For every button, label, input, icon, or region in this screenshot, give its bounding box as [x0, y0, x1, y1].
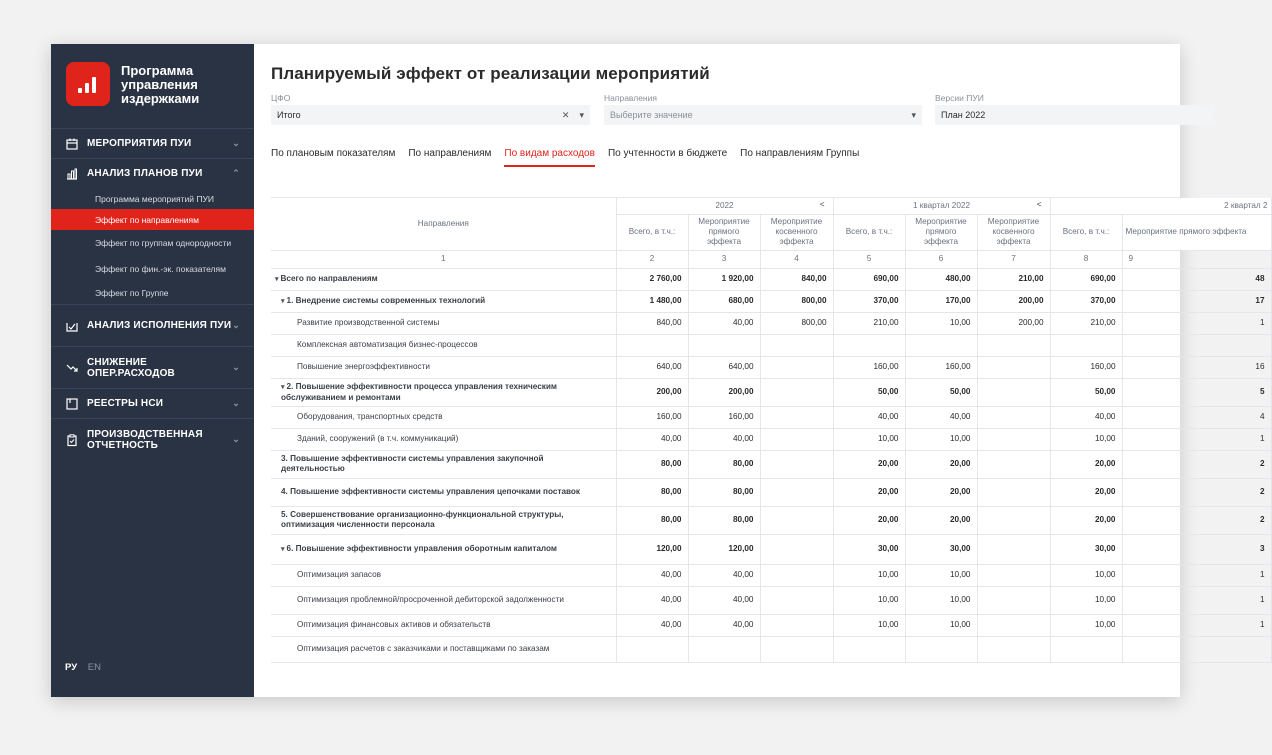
row-name: 2. Повышение эффективности процесса управления техническим обслуживанием и ремонтами: [281, 381, 557, 402]
value-cell: 840,00: [760, 268, 833, 290]
value-cell: 10,00: [833, 586, 905, 614]
table-row[interactable]: [271, 312, 1271, 334]
value-cell: 210,00: [833, 312, 905, 334]
value-cell: 48: [1122, 268, 1271, 290]
value-cell: 80,00: [688, 450, 760, 478]
sidebar-group-label: АНАЛИЗ ИСПОЛНЕНИЯ ПУИ: [87, 320, 232, 331]
index-cell: 2: [616, 250, 688, 268]
value-cell: [1050, 636, 1122, 662]
value-cell: 160,00: [688, 406, 760, 428]
value-cell: [1122, 636, 1271, 662]
chevron-down-icon: ⌄: [232, 398, 240, 408]
chevron-down-icon: ⌄: [232, 320, 240, 330]
row-name: 4. Повышение эффективности системы управления цепочками поставок: [281, 487, 581, 496]
subheader: Мероприятие косвенного эффекта: [977, 214, 1050, 250]
row-name-cell: [271, 356, 616, 378]
subheader: Мероприятие прямого эффекта: [688, 214, 760, 250]
value-cell: [977, 506, 1050, 534]
tab-bar: [271, 145, 1180, 173]
value-cell: [760, 428, 833, 450]
sidebar-group-label: ПРОИЗВОДСТВЕННАЯ ОТЧЕТНОСТЬ: [87, 428, 203, 451]
value-cell: 80,00: [688, 506, 760, 534]
value-cell: 200,00: [688, 378, 760, 406]
sidebar-item-effect-fin[interactable]: [51, 256, 254, 282]
row-name-cell: [271, 586, 616, 614]
sidebar-group-plan-analysis[interactable]: [51, 158, 254, 188]
period-label: 1 квартал 2022: [912, 200, 971, 210]
value-cell: [1050, 334, 1122, 356]
value-cell: [977, 586, 1050, 614]
value-cell: 10,00: [833, 428, 905, 450]
value-cell: 2: [1122, 478, 1271, 506]
bar-chart-icon: [65, 167, 79, 181]
value-cell: 640,00: [688, 356, 760, 378]
value-cell: 50,00: [1050, 378, 1122, 406]
chevron-left-icon[interactable]: <: [819, 200, 825, 209]
value-cell: 20,00: [1050, 506, 1122, 534]
chevron-down-icon[interactable]: ▾: [911, 109, 916, 120]
table-row[interactable]: [271, 614, 1271, 636]
expand-caret-icon[interactable]: ▾: [281, 383, 285, 391]
value-cell: 3: [1122, 534, 1271, 564]
value-cell: [977, 534, 1050, 564]
value-cell: 80,00: [616, 450, 688, 478]
table-row[interactable]: [271, 378, 1271, 406]
value-cell: 10,00: [905, 428, 977, 450]
index-cell: 3: [688, 250, 760, 268]
value-cell: 10,00: [1050, 614, 1122, 636]
value-cell: 200,00: [977, 290, 1050, 312]
index-cell: 9: [1122, 250, 1271, 268]
value-cell: 690,00: [833, 268, 905, 290]
sidebar: [51, 44, 254, 697]
value-cell: [977, 428, 1050, 450]
row-name: Повышение энергоэффективности: [297, 362, 430, 371]
value-cell: 20,00: [905, 506, 977, 534]
value-cell: 40,00: [688, 428, 760, 450]
calendar-icon: [65, 137, 79, 151]
row-name-cell: [271, 268, 616, 290]
row-name: 6. Повышение эффективности управления оборотным капиталом: [286, 543, 557, 553]
expand-caret-icon[interactable]: ▾: [281, 545, 285, 553]
value-cell: 1: [1122, 586, 1271, 614]
cfo-select[interactable]: [271, 105, 590, 125]
tab-directions[interactable]: По направлениям: [408, 148, 492, 159]
value-cell: 160,00: [1050, 356, 1122, 378]
table-row[interactable]: [271, 268, 1271, 290]
index-cell: 6: [905, 250, 977, 268]
brand-line-3: издержками: [121, 91, 200, 106]
period-header-2022[interactable]: [616, 198, 833, 214]
sidebar-item-label: Эффект по фин.-эк. показателям: [95, 264, 226, 274]
value-cell: [760, 564, 833, 586]
value-cell: 690,00: [1050, 268, 1122, 290]
value-cell: 1: [1122, 428, 1271, 450]
row-name-cell: [271, 334, 616, 356]
sidebar-item-label: Эффект по группам однородности: [95, 238, 232, 248]
data-table-wrap[interactable]: [271, 197, 1268, 697]
sidebar-group-label: РЕЕСТРЫ НСИ: [87, 398, 164, 409]
sidebar-item-label: Программа мероприятий ПУИ: [95, 193, 214, 204]
row-name: 5. Совершенствование организационно-функциональной структуры, оптимизация численности персонала: [281, 510, 564, 529]
row-name: Зданий, сооружений (в т.ч. коммуникаций): [297, 434, 459, 443]
period-header-q2[interactable]: [1050, 198, 1271, 214]
value-cell: 5: [1122, 378, 1271, 406]
trend-down-icon: [65, 361, 79, 375]
table-row[interactable]: [271, 428, 1271, 450]
sidebar-group-registries[interactable]: [51, 388, 254, 418]
value-cell: [833, 334, 905, 356]
filters-bar: [271, 93, 1180, 133]
value-cell: 40,00: [905, 406, 977, 428]
value-cell: [616, 334, 688, 356]
language-switcher: [65, 662, 109, 673]
sidebar-item-effect-groups[interactable]: [51, 230, 254, 256]
expand-caret-icon[interactable]: ▾: [275, 275, 279, 283]
value-cell: 2 760,00: [616, 268, 688, 290]
value-cell: 30,00: [905, 534, 977, 564]
tab-plan-indicators[interactable]: По плановым показателям: [271, 148, 396, 159]
chevron-down-icon: ⌄: [232, 138, 240, 148]
table-row[interactable]: [271, 406, 1271, 428]
directions-select[interactable]: [604, 105, 922, 125]
chevron-down-icon: ⌄: [232, 362, 240, 372]
clipboard-icon: [65, 433, 79, 447]
chevron-down-icon: ⌄: [232, 434, 240, 444]
value-cell: 1: [1122, 614, 1271, 636]
value-cell: 20,00: [833, 450, 905, 478]
table-row[interactable]: [271, 290, 1271, 312]
value-cell: [977, 356, 1050, 378]
filter-version-label: Версии ПУИ: [935, 93, 984, 103]
subheader: Всего, в т.ч.:: [833, 214, 905, 250]
filter-directions: [604, 93, 922, 125]
col-directions-header: Направления: [271, 198, 616, 250]
value-cell: [905, 334, 977, 356]
value-cell: 210,00: [1050, 312, 1122, 334]
subheader: Всего, в т.ч.:: [616, 214, 688, 250]
sidebar-group-opex-reduction[interactable]: [51, 346, 254, 388]
value-cell: [760, 378, 833, 406]
value-cell: 20,00: [1050, 478, 1122, 506]
row-name-cell: [271, 378, 616, 406]
value-cell: 30,00: [1050, 534, 1122, 564]
value-cell: 40,00: [616, 586, 688, 614]
value-cell: 170,00: [905, 290, 977, 312]
value-cell: 40,00: [833, 406, 905, 428]
lang-en[interactable]: EN: [87, 662, 101, 673]
value-cell: 40,00: [616, 614, 688, 636]
version-value: План 2022: [941, 110, 986, 120]
value-cell: 10,00: [1050, 586, 1122, 614]
value-cell: 80,00: [616, 478, 688, 506]
period-label: 2022: [715, 200, 734, 210]
lang-ru[interactable]: РУ: [65, 662, 78, 673]
value-cell: [760, 406, 833, 428]
value-cell: [760, 356, 833, 378]
row-name-cell: [271, 450, 616, 478]
value-cell: 640,00: [616, 356, 688, 378]
value-cell: 40,00: [616, 428, 688, 450]
value-cell: 20,00: [833, 478, 905, 506]
value-cell: 50,00: [833, 378, 905, 406]
sidebar-group-reporting[interactable]: [51, 418, 254, 460]
cfo-value: Итого: [277, 110, 301, 120]
value-cell: 1 920,00: [688, 268, 760, 290]
value-cell: 120,00: [616, 534, 688, 564]
filter-cfo-label: ЦФО: [271, 93, 291, 103]
value-cell: 40,00: [688, 614, 760, 636]
row-name: 1. Внедрение системы современных технологий: [286, 295, 486, 305]
registry-icon: [65, 397, 79, 411]
value-cell: 1: [1122, 312, 1271, 334]
value-cell: 10,00: [905, 614, 977, 636]
table-row[interactable]: [271, 586, 1271, 614]
value-cell: 800,00: [760, 312, 833, 334]
value-cell: 10,00: [905, 586, 977, 614]
value-cell: [977, 406, 1050, 428]
row-name-cell: [271, 428, 616, 450]
expand-caret-icon[interactable]: ▾: [281, 297, 285, 305]
value-cell: [760, 614, 833, 636]
subheader: Всего, в т.ч.:: [1050, 214, 1122, 250]
value-cell: 10,00: [1050, 428, 1122, 450]
value-cell: [688, 636, 760, 662]
version-select[interactable]: [935, 105, 1215, 125]
row-name: Комплексная автоматизация бизнес-процессов: [297, 340, 478, 349]
table-row[interactable]: [271, 564, 1271, 586]
value-cell: 1: [1122, 564, 1271, 586]
value-cell: 20,00: [905, 478, 977, 506]
row-name: Оптимизация финансовых активов и обязательств: [297, 620, 491, 629]
value-cell: 10,00: [833, 614, 905, 636]
row-name-cell: [271, 636, 616, 662]
row-name-cell: [271, 406, 616, 428]
value-cell: 10,00: [1050, 564, 1122, 586]
row-name-cell: [271, 290, 616, 312]
row-name-cell: [271, 564, 616, 586]
value-cell: 210,00: [977, 268, 1050, 290]
chevron-left-icon[interactable]: <: [1036, 200, 1042, 209]
filter-version: [935, 93, 1215, 125]
period-label: 2 квартал 2: [1224, 200, 1268, 210]
value-cell: [977, 378, 1050, 406]
value-cell: 10,00: [833, 564, 905, 586]
row-name: Всего по направлениям: [280, 273, 378, 283]
value-cell: 50,00: [905, 378, 977, 406]
value-cell: [760, 334, 833, 356]
table-row[interactable]: [271, 356, 1271, 378]
value-cell: [760, 506, 833, 534]
table-row[interactable]: [271, 450, 1271, 478]
value-cell: 4: [1122, 406, 1271, 428]
value-cell: 840,00: [616, 312, 688, 334]
directions-placeholder: Выберите значение: [610, 110, 693, 120]
tab-budget[interactable]: По учтенности в бюджете: [607, 148, 728, 159]
value-cell: [760, 534, 833, 564]
sidebar-group-measures[interactable]: [51, 128, 254, 158]
value-cell: [688, 334, 760, 356]
value-cell: [977, 636, 1050, 662]
value-cell: 20,00: [905, 450, 977, 478]
row-name-cell: [271, 534, 616, 564]
row-name-cell: [271, 478, 616, 506]
chevron-down-icon[interactable]: ▾: [579, 109, 584, 120]
value-cell: 30,00: [833, 534, 905, 564]
sidebar-item-program[interactable]: [51, 188, 254, 209]
index-cell: 1: [271, 250, 616, 268]
value-cell: [977, 614, 1050, 636]
sidebar-group-label: СНИЖЕНИЕ ОПЕР.РАСХОДОВ: [87, 356, 175, 379]
sidebar-item-label: Эффект по Группе: [95, 288, 169, 298]
sidebar-group-label: МЕРОПРИЯТИЯ ПУИ: [87, 138, 192, 149]
row-name: Оптимизация расчетов с заказчиками и поставщиками по заказам: [297, 644, 550, 653]
value-cell: [760, 450, 833, 478]
page-title: Планируемый эффект от реализации мероприятий: [271, 64, 710, 83]
value-cell: 1 480,00: [616, 290, 688, 312]
table-row[interactable]: [271, 534, 1271, 564]
row-name: 3. Повышение эффективности системы управления закупочной деятельностью: [281, 454, 544, 473]
brand-line-2: управления: [121, 77, 198, 92]
value-cell: 20,00: [1050, 450, 1122, 478]
value-cell: 10,00: [905, 564, 977, 586]
value-cell: 40,00: [688, 564, 760, 586]
value-cell: 160,00: [833, 356, 905, 378]
value-cell: [977, 450, 1050, 478]
row-name: Оптимизация проблемной/просроченной дебиторской задолженности: [297, 595, 564, 604]
value-cell: 2: [1122, 506, 1271, 534]
value-cell: 40,00: [688, 312, 760, 334]
value-cell: 480,00: [905, 268, 977, 290]
data-table: [271, 198, 1272, 663]
clear-icon[interactable]: ✕: [561, 109, 570, 120]
brand[interactable]: [51, 44, 254, 128]
value-cell: 40,00: [1050, 406, 1122, 428]
value-cell: [760, 636, 833, 662]
value-cell: 16: [1122, 356, 1271, 378]
chevron-up-icon: ⌃: [232, 168, 240, 178]
table-row[interactable]: [271, 334, 1271, 356]
index-cell: 4: [760, 250, 833, 268]
value-cell: [905, 636, 977, 662]
value-cell: 680,00: [688, 290, 760, 312]
value-cell: 40,00: [616, 564, 688, 586]
app-window: [51, 44, 1268, 697]
brand-title: [121, 64, 199, 106]
main-content: [254, 44, 1268, 697]
value-cell: 800,00: [760, 290, 833, 312]
index-cell: 7: [977, 250, 1050, 268]
subheader: Мероприятие прямого эффекта: [905, 214, 977, 250]
brand-line-1: Программа: [121, 63, 194, 78]
subheader: Мероприятие косвенного эффекта: [760, 214, 833, 250]
value-cell: 80,00: [616, 506, 688, 534]
value-cell: 200,00: [977, 312, 1050, 334]
value-cell: 370,00: [833, 290, 905, 312]
filter-directions-label: Направления: [604, 93, 657, 103]
index-cell: 8: [1050, 250, 1122, 268]
value-cell: [977, 334, 1050, 356]
table-row[interactable]: [271, 506, 1271, 534]
row-name: Развитие производственной системы: [297, 318, 440, 327]
subheader: Мероприятие прямого эффекта: [1122, 214, 1271, 250]
sidebar-group-execution-analysis[interactable]: [51, 304, 254, 346]
row-name-cell: [271, 614, 616, 636]
value-cell: 20,00: [833, 506, 905, 534]
index-row: [271, 250, 1271, 268]
value-cell: 80,00: [688, 478, 760, 506]
filter-cfo: [271, 93, 590, 125]
table-row[interactable]: [271, 636, 1271, 662]
value-cell: 160,00: [616, 406, 688, 428]
tab-expense-types[interactable]: По видам расходов: [504, 145, 595, 167]
value-cell: 17: [1122, 290, 1271, 312]
row-name-cell: [271, 312, 616, 334]
row-name: Оптимизация запасов: [297, 570, 381, 579]
value-cell: 370,00: [1050, 290, 1122, 312]
value-cell: [977, 564, 1050, 586]
value-cell: [616, 636, 688, 662]
sidebar-group-label: АНАЛИЗ ПЛАНОВ ПУИ: [87, 168, 203, 179]
value-cell: [760, 586, 833, 614]
value-cell: [833, 636, 905, 662]
row-name: Оборудования, транспортных средств: [297, 412, 443, 421]
value-cell: 120,00: [688, 534, 760, 564]
value-cell: 10,00: [905, 312, 977, 334]
sidebar-item-effect-group[interactable]: [51, 282, 254, 304]
value-cell: 2: [1122, 450, 1271, 478]
value-cell: [1122, 334, 1271, 356]
index-cell: 5: [833, 250, 905, 268]
value-cell: [760, 478, 833, 506]
row-name-cell: [271, 506, 616, 534]
value-cell: [977, 478, 1050, 506]
value-cell: 200,00: [616, 378, 688, 406]
sidebar-item-label: Эффект по направлениям: [95, 214, 199, 225]
period-header-q1[interactable]: [833, 198, 1050, 214]
table-row[interactable]: [271, 478, 1271, 506]
logo-icon: [66, 62, 110, 106]
checkbox-chart-icon: [65, 319, 79, 333]
tab-group-directions[interactable]: По направлениям Группы: [740, 148, 860, 159]
value-cell: 160,00: [905, 356, 977, 378]
sidebar-item-effect-directions[interactable]: [51, 209, 254, 230]
value-cell: 40,00: [688, 586, 760, 614]
